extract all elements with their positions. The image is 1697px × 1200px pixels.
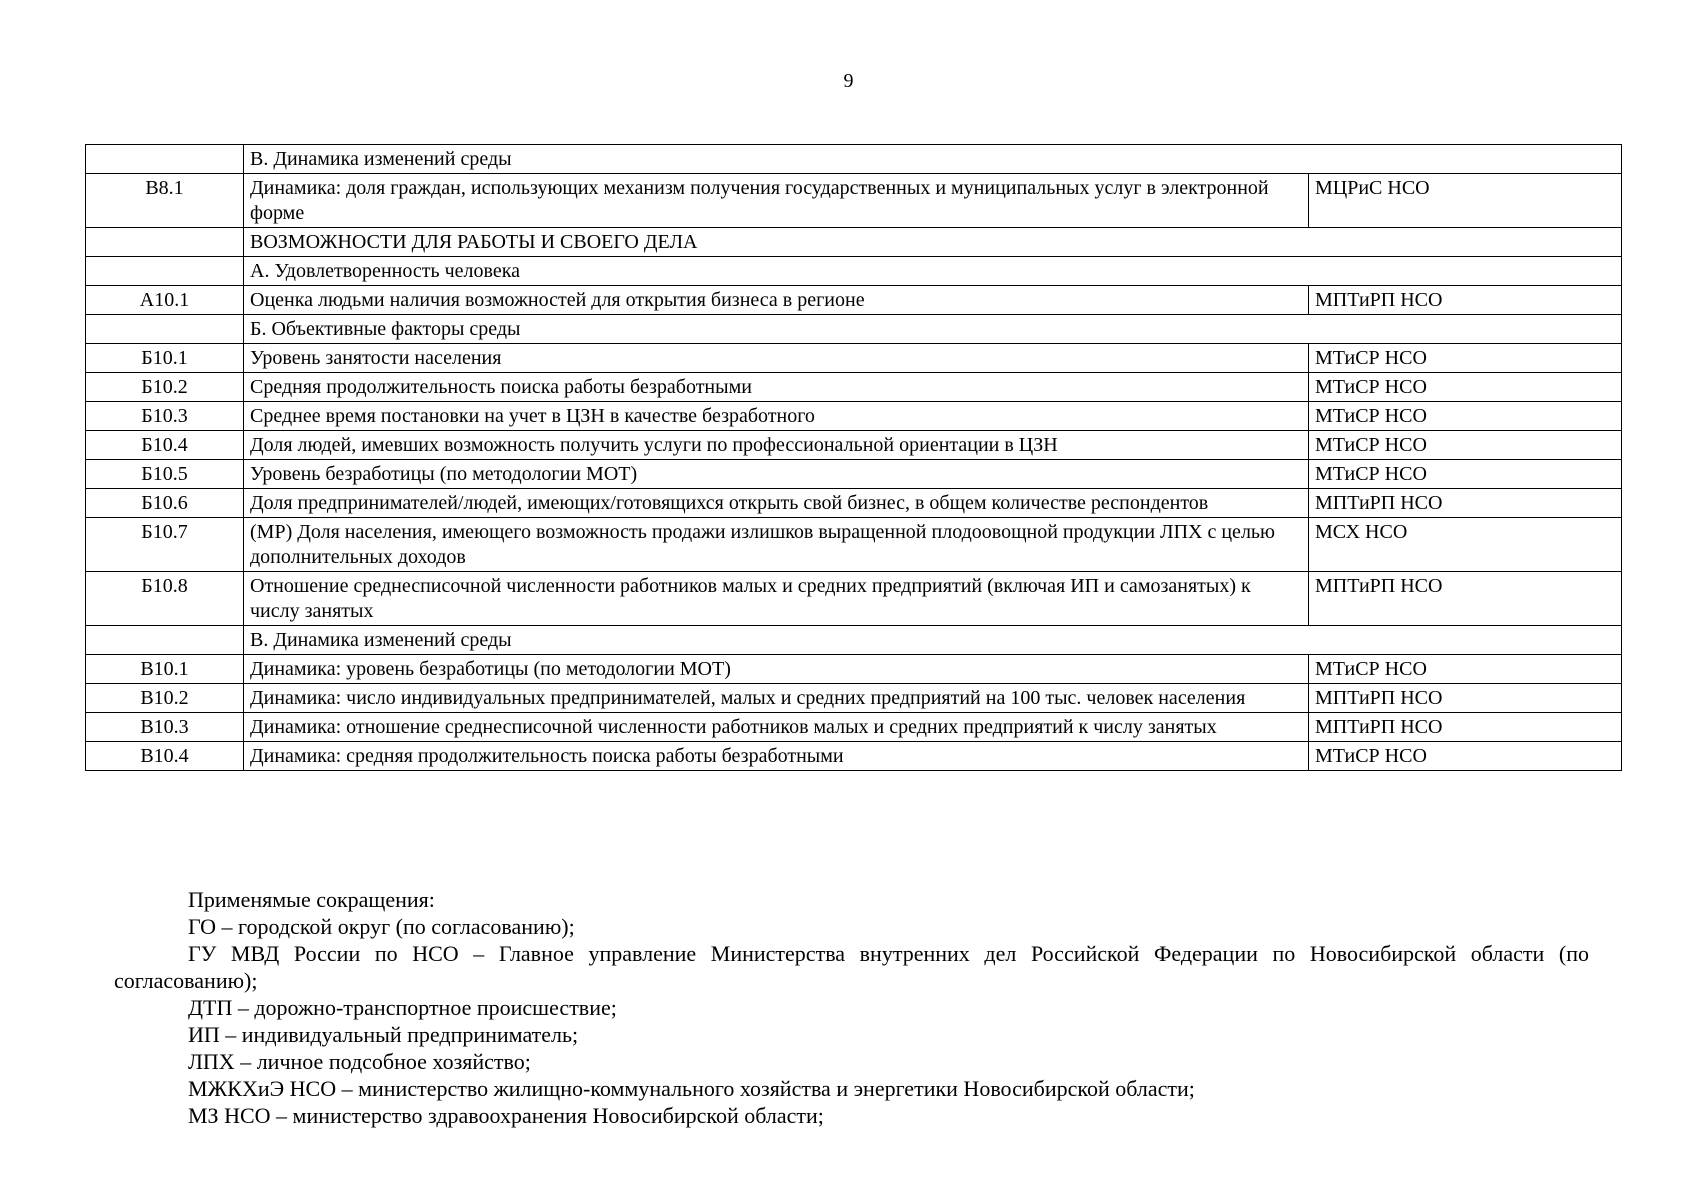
section-header-row (86, 145, 1622, 174)
table-row (86, 460, 1622, 489)
table-row (86, 572, 1622, 626)
indicator-name-cell: Отношение среднесписочной численности работников малых и средних предприятий (включая ИП и самозанятых) к числу занятых (244, 572, 1309, 626)
indicator-code-cell (86, 228, 244, 257)
table-row (86, 742, 1622, 771)
indicator-name-cell: Доля людей, имевших возможность получить услуги по профессиональной ориентации в ЦЗН (244, 431, 1309, 460)
abbreviation-item: ДТП – дорожно-транспортное происшествие; (188, 995, 617, 1020)
table-row (86, 373, 1622, 402)
abbreviation-item: ЛПХ – личное подсобное хозяйство; (188, 1049, 531, 1074)
indicator-name-cell: Уровень безработицы (по методологии МОТ) (244, 460, 1309, 489)
table-row (86, 713, 1622, 742)
responsible-body-cell: МТиСР НСО (1309, 402, 1622, 431)
abbreviation-item: ГУ МВД России по НСО – Главное управление Министерства внутренних дел Российской Федерации по Новосибирской области (по согласованию); (114, 941, 1589, 993)
section-header-row (86, 257, 1622, 286)
responsible-body-cell: МПТиРП НСО (1309, 684, 1622, 713)
abbreviation-item: ИП – индивидуальный предприниматель; (188, 1022, 579, 1047)
indicator-name-cell: Уровень занятости населения (244, 344, 1309, 373)
table-row (86, 402, 1622, 431)
abbreviation-item: МЗ НСО – министерство здравоохранения Новосибирской области; (188, 1103, 824, 1128)
indicator-name-cell: Доля предпринимателей/людей, имеющих/готовящихся открыть свой бизнес, в общем количестве респондентов (244, 489, 1309, 518)
abbreviations-section (114, 886, 1589, 1129)
responsible-body-cell: МТиСР НСО (1309, 344, 1622, 373)
section-title-cell: ВОЗМОЖНОСТИ ДЛЯ РАБОТЫ И СВОЕГО ДЕЛА (244, 228, 1622, 257)
indicator-code-cell (86, 626, 244, 655)
indicator-code-cell: В10.1 (86, 655, 244, 684)
indicator-code-cell: Б10.8 (86, 572, 244, 626)
section-title-cell: А. Удовлетворенность человека (244, 257, 1622, 286)
indicator-code-cell: Б10.2 (86, 373, 244, 402)
page-number: 9 (843, 70, 854, 92)
table-row (86, 518, 1622, 572)
table-body (86, 145, 1622, 771)
table-row (86, 344, 1622, 373)
indicator-code-cell (86, 257, 244, 286)
indicators-table (85, 144, 1622, 771)
indicator-code-cell: Б10.1 (86, 344, 244, 373)
indicator-code-cell: Б10.7 (86, 518, 244, 572)
indicator-code-cell (86, 315, 244, 344)
indicator-name-cell: Динамика: доля граждан, использующих механизм получения государственных и муниципальных услуг в электронной форме (244, 174, 1309, 228)
abbreviations-heading: Применямые сокращения: (188, 887, 435, 912)
section-header-row (86, 228, 1622, 257)
table-row (86, 489, 1622, 518)
indicator-name-cell: Динамика: число индивидуальных предпринимателей, малых и средних предприятий на 100 тыс. человек населения (244, 684, 1309, 713)
table-row (86, 286, 1622, 315)
indicator-code-cell: Б10.3 (86, 402, 244, 431)
responsible-body-cell: МТиСР НСО (1309, 460, 1622, 489)
indicator-name-cell: (МР) Доля населения, имеющего возможность продажи излишков выращенной плодоовощной продукции ЛПХ с целью дополнительных доходов (244, 518, 1309, 572)
table-row (86, 431, 1622, 460)
abbreviation-item: ГО – городской округ (по согласованию); (188, 914, 575, 939)
indicator-name-cell: Динамика: отношение среднесписочной численности работников малых и средних предприятий к числу занятых (244, 713, 1309, 742)
indicator-code-cell: В10.2 (86, 684, 244, 713)
responsible-body-cell: МПТиРП НСО (1309, 572, 1622, 626)
indicator-name-cell: Среднее время постановки на учет в ЦЗН в качестве безработного (244, 402, 1309, 431)
indicator-code-cell: В8.1 (86, 174, 244, 228)
indicator-code-cell: Б10.5 (86, 460, 244, 489)
indicator-name-cell: Динамика: уровень безработицы (по методологии МОТ) (244, 655, 1309, 684)
abbreviation-item: МЖКХиЭ НСО – министерство жилищно-коммунального хозяйства и энергетики Новосибирской области; (188, 1076, 1195, 1101)
section-header-row (86, 626, 1622, 655)
responsible-body-cell: МТиСР НСО (1309, 742, 1622, 771)
table-row (86, 174, 1622, 228)
responsible-body-cell: МТиСР НСО (1309, 431, 1622, 460)
indicator-code-cell: В10.4 (86, 742, 244, 771)
responsible-body-cell: МПТиРП НСО (1309, 286, 1622, 315)
responsible-body-cell: МТиСР НСО (1309, 655, 1622, 684)
indicator-code-cell: А10.1 (86, 286, 244, 315)
section-title-cell: В. Динамика изменений среды (244, 145, 1622, 174)
indicator-name-cell: Оценка людьми наличия возможностей для открытия бизнеса в регионе (244, 286, 1309, 315)
indicator-code-cell: В10.3 (86, 713, 244, 742)
indicator-name-cell: Динамика: средняя продолжительность поиска работы безработными (244, 742, 1309, 771)
responsible-body-cell: МСХ НСО (1309, 518, 1622, 572)
responsible-body-cell: МТиСР НСО (1309, 373, 1622, 402)
section-header-row (86, 315, 1622, 344)
responsible-body-cell: МПТиРП НСО (1309, 489, 1622, 518)
table-row (86, 684, 1622, 713)
indicator-code-cell: Б10.4 (86, 431, 244, 460)
responsible-body-cell: МЦРиС НСО (1309, 174, 1622, 228)
section-title-cell: В. Динамика изменений среды (244, 626, 1622, 655)
indicator-code-cell (86, 145, 244, 174)
indicator-code-cell: Б10.6 (86, 489, 244, 518)
indicator-name-cell: Средняя продолжительность поиска работы безработными (244, 373, 1309, 402)
table-row (86, 655, 1622, 684)
responsible-body-cell: МПТиРП НСО (1309, 713, 1622, 742)
section-title-cell: Б. Объективные факторы среды (244, 315, 1622, 344)
